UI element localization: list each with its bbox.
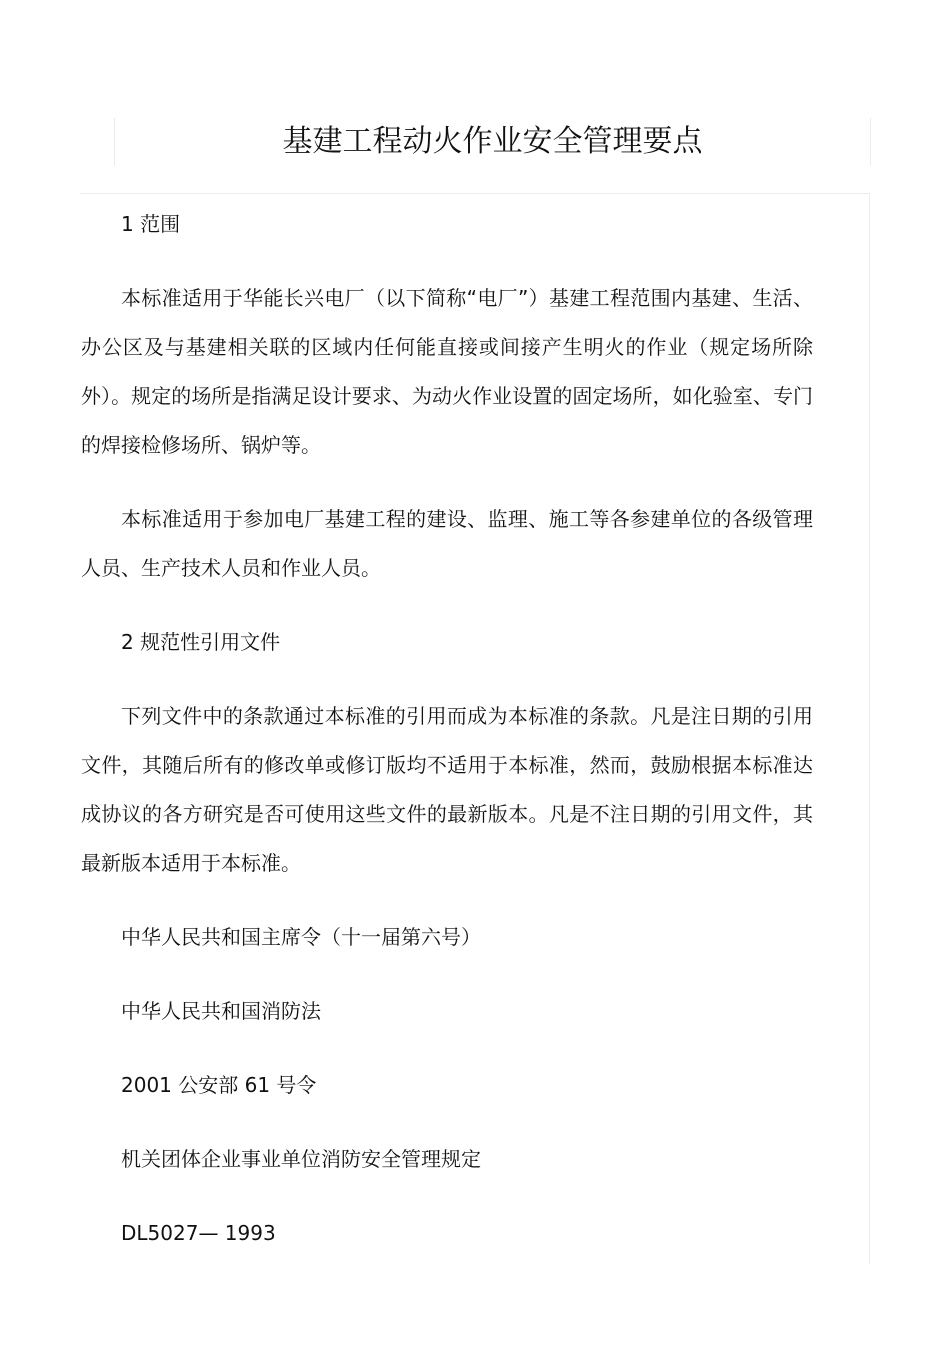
reference-item-dl5027: DL5027— 1993 xyxy=(121,1221,276,1245)
paragraph-scope-applicability: 本标准适用于华能长兴电厂（以下简称“电厂”）基建工程范围内基建、生活、办公区及与基建相关联的区域内任何能直接或间接产生明火的作业（规定场所除外）。规定的场所是指满足设计要求、为动火作业设置的固定场所，如化验室、专门的焊接检修场所、锅炉等。 xyxy=(81,286,813,457)
reference-item-fire-safety-regulation: 机关团体企业事业单位消防安全管理规定 xyxy=(121,1147,481,1171)
document-body xyxy=(81,200,813,1258)
document-title: 基建工程动火作业安全管理要点 xyxy=(282,124,703,159)
reference-item-ministry-order: 2001 公安部 61 号令 xyxy=(121,1073,317,1097)
title-box xyxy=(114,118,871,166)
section-heading-references: 2 规范性引用文件 xyxy=(121,630,281,654)
reference-item-fire-law: 中华人民共和国消防法 xyxy=(121,999,321,1023)
reference-item-presidential-order: 中华人民共和国主席令（十一届第六号） xyxy=(121,925,481,949)
section-heading-scope: 1 范围 xyxy=(121,212,181,236)
paragraph-scope-personnel: 本标准适用于参加电厂基建工程的建设、监理、施工等各参建单位的各级管理人员、生产技术人员和作业人员。 xyxy=(81,507,813,580)
paragraph-references-intro: 下列文件中的条款通过本标准的引用而成为本标准的条款。凡是注日期的引用文件，其随后所有的修改单或修订版均不适用于本标准，然而，鼓励根据本标准达成协议的各方研究是否可使用这些文件的最新版本。凡是不注日期的引用文件，其最新版本适用于本标准。 xyxy=(81,704,813,875)
